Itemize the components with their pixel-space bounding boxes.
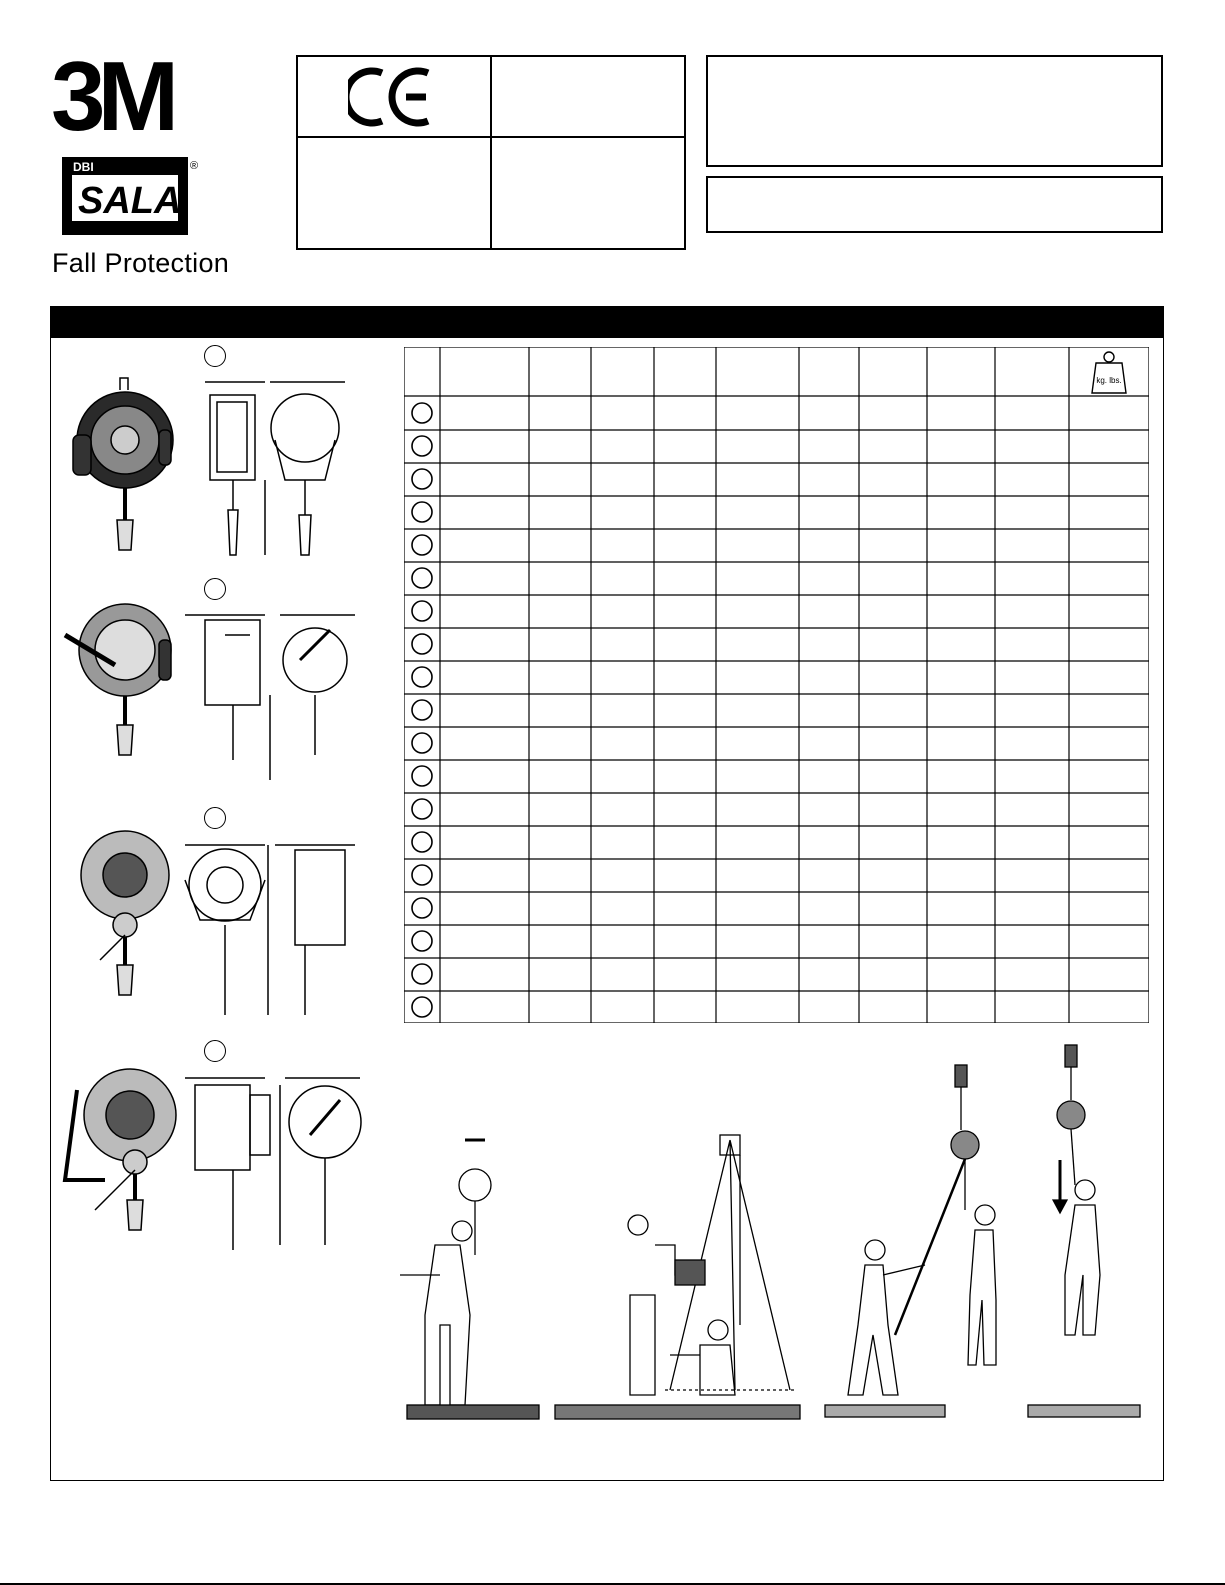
svg-text:®: ® <box>190 160 199 172</box>
info-box-lower <box>706 176 1163 233</box>
scene-fall-arrest <box>1028 1045 1140 1417</box>
brand-line: Fall Protection <box>52 248 230 278</box>
scene-tripod <box>555 1135 800 1419</box>
usage-scenes <box>395 1035 1155 1435</box>
dbi-sala-logo <box>62 157 204 235</box>
product-photo-1 <box>73 378 173 550</box>
product-side-view-1 <box>205 382 265 555</box>
certification-box <box>296 55 686 250</box>
weight-icon <box>1092 352 1126 393</box>
section-header-bar <box>50 306 1164 338</box>
svg-text:3M: 3M <box>51 50 172 136</box>
product-front-view-1 <box>265 382 345 555</box>
3m-logo <box>51 50 203 136</box>
specification-table <box>404 347 1149 1023</box>
info-box-upper <box>706 55 1163 167</box>
svg-text:kg. lbs.: kg. lbs. <box>1096 376 1122 385</box>
svg-text:SALA: SALA <box>78 180 182 222</box>
product-figures <box>55 340 385 1260</box>
ce-mark-icon <box>348 65 438 129</box>
scene-pole <box>825 1065 996 1417</box>
scene-overhead-anchor <box>400 1140 539 1419</box>
svg-text:DBI: DBI <box>73 160 94 174</box>
